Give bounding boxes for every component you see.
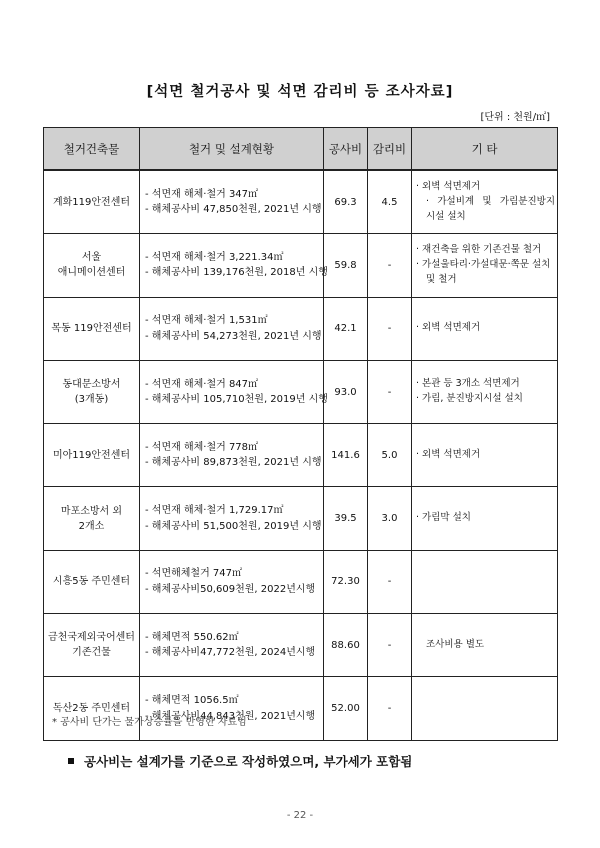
building-name-line: 마포소방서 외 [60,505,123,517]
other-cell [412,550,558,613]
table-row [44,170,558,234]
cost-cell: 72.30 [324,550,368,613]
building-name-line: 2개소 [78,520,105,532]
status-line: - 해체공사비47,772천원, 2024년시행 [145,647,316,659]
other-cell [412,424,558,487]
status-line: - 해체공사비 51,500천원, 2019년 시행 [145,520,322,532]
unit-label: [단위 : 천원/㎡] [480,112,550,123]
status-line: - 해체공사비 47,850천원, 2021년 시행 [145,204,322,216]
status-line: - 석면재 해체·철거 347㎡ [145,188,259,200]
building-cell [44,677,140,740]
supervision-cell: 4.5 [368,170,412,234]
other-cell [412,360,558,423]
supervision-cell: - [368,677,412,740]
status-line: - 해체면적 1056.5㎡ [145,695,239,707]
other-line: 조사비용 별도 [426,638,485,650]
supervision-cell: - [368,550,412,613]
building-name-line: 독산2동 주민센터 [52,703,131,715]
building-cell [44,360,140,423]
status-cell [140,234,328,297]
status-line: - 석면재 해체·철거 778㎡ [145,441,259,453]
conclusion-note [68,752,412,770]
supervision-cell: 3.0 [368,487,412,550]
other-line: · 외벽 석면제거 [416,448,481,460]
other-line: · 외벽 석면제거 [416,322,481,334]
other-line: 및 철거 [426,273,457,285]
table-row [44,677,558,740]
status-line: - 석면재 해체·철거 3,221.34㎡ [145,251,284,263]
survey-table [43,127,558,741]
other-line: · 가림막 설치 [416,512,471,524]
status-line: - 석면재 해체·철거 1,531㎡ [145,315,268,327]
status-cell [140,677,324,740]
footnote: * 공사비 단가는 물가상승률을 반영한 자료임 [52,717,247,728]
column-header-supervision: 감리비 [368,128,412,171]
status-line: - 해체공사비 105,710천원, 2019년 시행 [145,394,328,406]
other-cell [412,487,558,550]
other-line: · 가림, 분진방지시설 설치 [416,393,523,405]
building-cell [44,487,140,550]
building-name-line: 미아119안전센터 [52,449,131,461]
other-line: · 본관 등 3개소 석면제거 [416,378,520,390]
building-name-line: 시흥5동 주민센터 [52,576,131,588]
building-cell [44,550,140,613]
building-cell [44,234,140,297]
page-title: [석면 철거공사 및 석면 감리비 등 조사자료] [146,84,454,100]
table-row [44,614,558,677]
cost-cell: 42.1 [324,297,368,360]
other-cell [412,614,558,677]
column-header-status: 철거 및 설계현황 [140,128,324,171]
status-line: - 석면재 해체·철거 847㎡ [145,378,259,390]
other-line: · 가설비계 및 가림분진방지 [426,195,555,207]
building-cell [44,424,140,487]
cost-cell: 93.0 [324,360,368,423]
page-number: - 22 - [286,810,314,821]
supervision-cell: - [368,297,412,360]
building-name-line: 금천국제외국어센터 [48,632,135,644]
building-name-line: 목동 119안전센터 [51,323,132,335]
conclusion-text: 공사비는 설계가를 기준으로 작성하였으며, 부가세가 포함됨 [84,754,413,769]
cost-cell: 69.3 [324,170,368,234]
status-cell [140,487,324,550]
table-header-row [44,128,558,171]
table-row [44,424,558,487]
building-name-line: 계화119안전센터 [52,196,131,208]
cost-cell: 141.6 [324,424,368,487]
table-row [44,360,558,423]
table-row [44,234,558,297]
status-line: - 해체공사비44,843천원, 2021년시행 [145,710,316,722]
cost-cell: 88.60 [324,614,368,677]
supervision-cell: - [368,614,412,677]
status-cell [140,360,328,423]
status-cell [140,297,324,360]
status-line: - 해체공사비 139,176천원, 2018년 시행 [145,267,328,279]
status-line: - 해체면적 550.62㎡ [145,631,239,643]
building-name-line: 애니메이션센터 [57,267,126,279]
other-line: 시설 설치 [426,210,466,222]
status-line: - 석면해체철거 747㎡ [145,568,243,580]
building-name-line: 동대문소방서 [62,379,121,391]
other-line: · 외벽 석면제거 [416,181,481,193]
table-row [44,297,558,360]
building-cell [44,614,140,677]
status-cell [140,424,324,487]
supervision-cell: 5.0 [368,424,412,487]
table-row [44,550,558,613]
cost-cell: 52.00 [324,677,368,740]
status-line: - 해체공사비 54,273천원, 2021년 시행 [145,330,322,342]
status-cell [140,170,324,234]
building-name-line: 기존건물 [72,647,111,659]
table-row [44,487,558,550]
status-line: - 해체공사비 89,873천원, 2021년 시행 [145,457,322,469]
status-line: - 해체공사비50,609천원, 2022년시행 [145,583,316,595]
cost-cell: 59.8 [324,234,368,297]
building-cell [44,170,140,234]
building-name-line: (3개동) [74,394,109,406]
other-line: · 가설울타리·가설대문·쪽문 설치 [416,259,551,271]
supervision-cell: - [368,360,412,423]
building-cell [44,297,140,360]
status-cell [140,614,324,677]
status-cell [140,550,324,613]
other-cell [412,234,558,297]
other-cell [412,677,558,740]
status-line: - 석면재 해체·철거 1,729.17㎡ [145,505,284,517]
square-bullet-icon [68,758,74,764]
cost-cell: 39.5 [324,487,368,550]
column-header-building: 철거건축물 [44,128,140,171]
column-header-cost: 공사비 [324,128,368,171]
supervision-cell: - [368,234,412,297]
column-header-other: 기 타 [412,128,558,171]
other-cell [412,297,558,360]
other-line: · 재건축을 위한 기존건물 철거 [416,244,542,256]
building-name-line: 서울 [81,252,102,264]
other-cell [412,170,558,234]
